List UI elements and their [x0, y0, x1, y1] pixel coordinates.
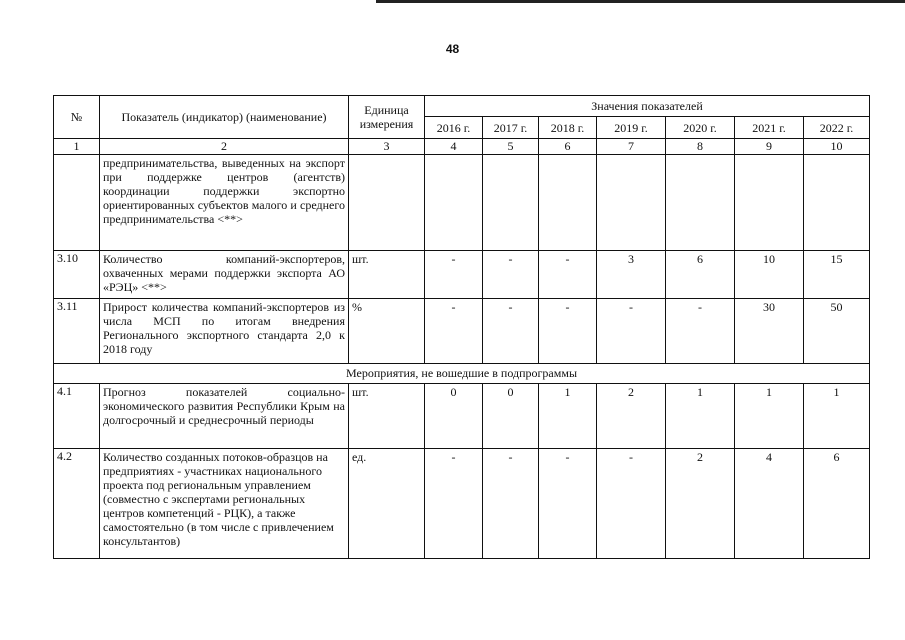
value-cell: 1 — [539, 384, 597, 449]
header-no: № — [54, 96, 100, 139]
value-cell: 3 — [597, 251, 666, 299]
column-number: 10 — [804, 139, 870, 155]
column-numbers-row — [54, 139, 870, 155]
value-cell: - — [597, 449, 666, 559]
top-rule — [376, 0, 905, 3]
column-number: 8 — [666, 139, 735, 155]
indicator-name: Прирост количества компаний-экспортеров из числа МСП по итогам внедрения Регионального экспортного стандарта 2,0 к 2018 году — [100, 299, 349, 364]
indicator-name: предпринимательства, выведенных на экспорт при поддержке центров (агентств) координации поддержки экспортно ориентированных субъектов малого и среднего предпринимательства <**> — [100, 155, 349, 251]
row-number: 4.1 — [54, 384, 100, 449]
section-title: Мероприятия, не вошедшие в подпрограммы — [54, 364, 870, 384]
value-cell — [483, 155, 539, 251]
value-cell: - — [425, 251, 483, 299]
table-row — [54, 449, 870, 559]
row-number: 3.11 — [54, 299, 100, 364]
unit: % — [349, 299, 425, 364]
value-cell: - — [539, 299, 597, 364]
column-number: 6 — [539, 139, 597, 155]
unit: шт. — [349, 384, 425, 449]
indicators-table — [53, 95, 870, 559]
value-cell: - — [597, 299, 666, 364]
header-year: 2022 г. — [804, 117, 870, 139]
table-row — [54, 155, 870, 251]
header-year: 2017 г. — [483, 117, 539, 139]
column-number: 7 — [597, 139, 666, 155]
unit: шт. — [349, 251, 425, 299]
value-cell: - — [539, 251, 597, 299]
header-year: 2021 г. — [735, 117, 804, 139]
unit: ед. — [349, 449, 425, 559]
column-number: 5 — [483, 139, 539, 155]
value-cell: 6 — [666, 251, 735, 299]
table-row — [54, 251, 870, 299]
value-cell — [597, 155, 666, 251]
header-indicator: Показатель (индикатор) (наименование) — [100, 96, 349, 139]
value-cell: 1 — [666, 384, 735, 449]
value-cell: 2 — [597, 384, 666, 449]
value-cell: 1 — [804, 384, 870, 449]
value-cell: 0 — [483, 384, 539, 449]
column-number: 1 — [54, 139, 100, 155]
value-cell: - — [483, 251, 539, 299]
value-cell — [666, 155, 735, 251]
value-cell: - — [483, 449, 539, 559]
unit — [349, 155, 425, 251]
section-row — [54, 364, 870, 384]
table-row — [54, 299, 870, 364]
value-cell: 15 — [804, 251, 870, 299]
header-values-group: Значения показателей — [425, 96, 870, 117]
value-cell: 50 — [804, 299, 870, 364]
value-cell — [425, 155, 483, 251]
value-cell: 6 — [804, 449, 870, 559]
value-cell: 2 — [666, 449, 735, 559]
column-number: 9 — [735, 139, 804, 155]
column-number: 2 — [100, 139, 349, 155]
row-number — [54, 155, 100, 251]
row-number: 3.10 — [54, 251, 100, 299]
value-cell: - — [483, 299, 539, 364]
header-year: 2019 г. — [597, 117, 666, 139]
page-number: 48 — [445, 42, 460, 56]
header-unit: Единица измерения — [349, 96, 425, 139]
value-cell: 10 — [735, 251, 804, 299]
value-cell — [804, 155, 870, 251]
indicator-name: Количество созданных потоков-образцов на предприятиях - участниках национального проекта под региональным управлением (совместно с экспертами региональных центров компетенций - РЦК), а также самостоятельно (в том числе с привлечением консультантов) — [100, 449, 349, 559]
row-number: 4.2 — [54, 449, 100, 559]
indicator-name: Количество компаний-экспортеров, охваченных мерами поддержки экспорта АО «РЭЦ» <**> — [100, 251, 349, 299]
header-year: 2018 г. — [539, 117, 597, 139]
value-cell: - — [539, 449, 597, 559]
value-cell — [735, 155, 804, 251]
value-cell: 1 — [735, 384, 804, 449]
value-cell: - — [425, 449, 483, 559]
value-cell: 30 — [735, 299, 804, 364]
column-number: 3 — [349, 139, 425, 155]
value-cell: - — [666, 299, 735, 364]
value-cell: 0 — [425, 384, 483, 449]
header-year: 2020 г. — [666, 117, 735, 139]
value-cell: 4 — [735, 449, 804, 559]
value-cell — [539, 155, 597, 251]
header-year: 2016 г. — [425, 117, 483, 139]
table-row — [54, 384, 870, 449]
indicator-name: Прогноз показателей социально-экономического развития Республики Крым на долгосрочный и среднесрочный периоды — [100, 384, 349, 449]
value-cell: - — [425, 299, 483, 364]
column-number: 4 — [425, 139, 483, 155]
